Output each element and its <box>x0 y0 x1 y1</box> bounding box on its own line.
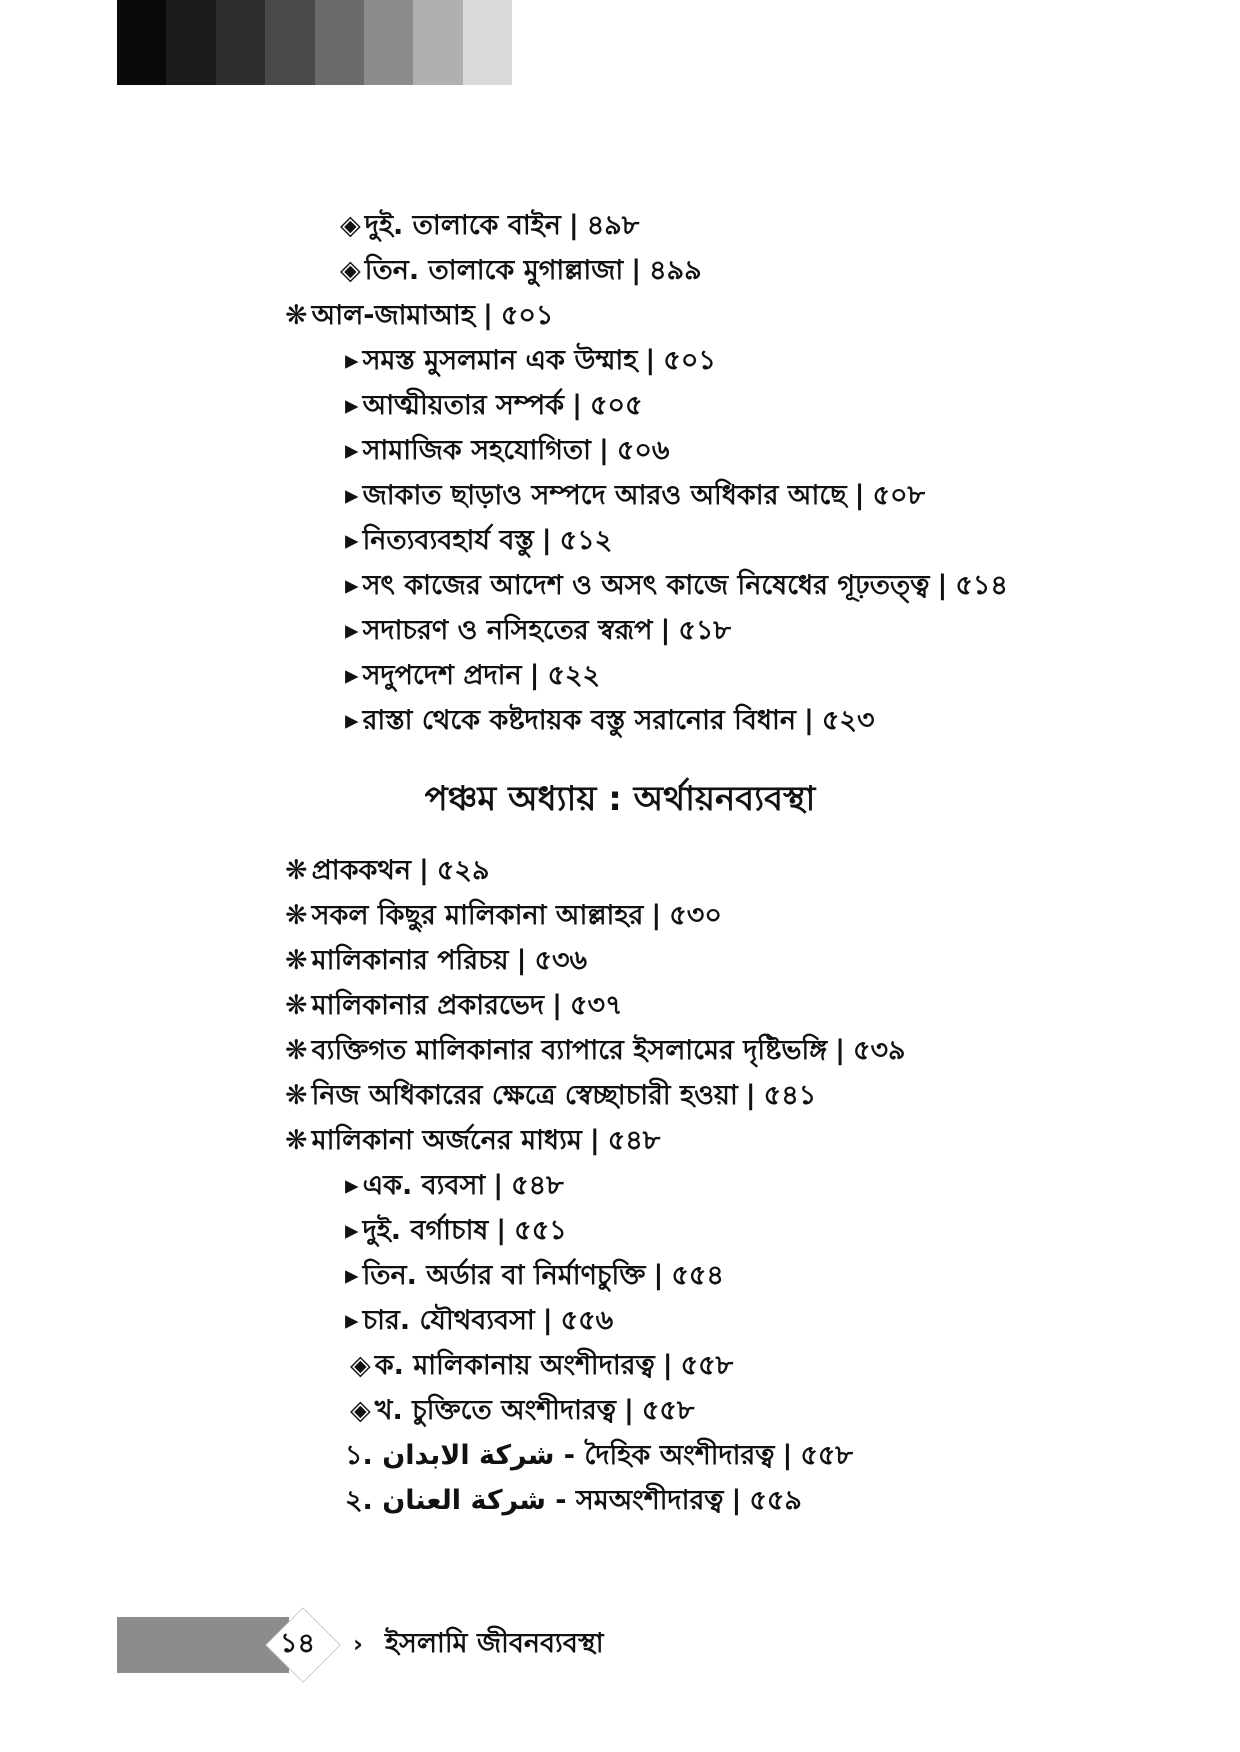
toc-entry-page: ৫৩৯ <box>852 1035 906 1066</box>
triangle-icon: ▸ <box>345 570 359 601</box>
toc-entry-text: তিন. অর্ডার বা নির্মাণচুক্তি <box>362 1260 646 1291</box>
toc-entry: ▸ এক. ব্যবসা | ৫৪৮ <box>345 1168 564 1204</box>
toc-entry: ❋ সকল কিছুর মালিকানা আল্লাহর | ৫৩০ <box>285 898 722 934</box>
toc-entry-text: রাস্তা থেকে কষ্টদায়ক বস্তু সরানোর বিধান <box>362 705 796 736</box>
toc-entry-text: সদুপদেশ প্রদান <box>362 660 522 691</box>
toc-entry-page: ৫১৪ <box>955 570 1008 601</box>
toc-entry: ২. شركة العنان - সমঅংশীদারত্ব | ৫৫৯ <box>345 1485 802 1516</box>
footer-page-number: ১৪ <box>280 1628 316 1659</box>
gray-swatch <box>413 0 462 85</box>
gray-swatch <box>463 0 512 85</box>
toc-entry-text: চার. যৌথব্যবসা <box>362 1305 535 1336</box>
toc-entry-page: ৫৩৬ <box>534 945 588 976</box>
toc-entry-page: ৫৩৭ <box>569 990 623 1021</box>
toc-entry-text: আত্মীয়তার সম্পর্ক <box>362 390 565 421</box>
toc-entry-text: ২. شركة العنان - সমঅংশীদারত্ব <box>345 1485 724 1516</box>
toc-entry-text: তিন. তালাকে মুগাল্লাজা <box>364 255 624 286</box>
asterisk-icon: ❋ <box>285 300 308 331</box>
toc-entry: ◈ ক. মালিকানায় অংশীদারত্ব | ৫৫৮ <box>350 1348 733 1384</box>
toc-entry-page: ৫৫১ <box>514 1215 567 1246</box>
asterisk-icon: ❋ <box>285 1125 308 1156</box>
toc-entry-text: মালিকানা অর্জনের মাধ্যম <box>311 1125 582 1156</box>
asterisk-icon: ❋ <box>285 1080 308 1111</box>
toc-entry-page: ৫৪৮ <box>607 1125 661 1156</box>
toc-entry-page: ৫৪৮ <box>511 1170 564 1201</box>
triangle-icon: ▸ <box>345 480 359 511</box>
asterisk-icon: ❋ <box>285 900 308 931</box>
diamond-icon: ◈ <box>350 1350 371 1381</box>
toc-entry: ❋ আল-জামাআহ | ৫০১ <box>285 298 553 334</box>
toc-entry: ◈ তিন. তালাকে মুগাল্লাজা | ৪৯৯ <box>340 253 702 289</box>
triangle-icon: ▸ <box>345 1215 359 1246</box>
toc-entry: ▸ তিন. অর্ডার বা নির্মাণচুক্তি | ৫৫৪ <box>345 1258 724 1294</box>
toc-entry-page: ৫০১ <box>500 300 554 331</box>
toc-entry: ▸ সামাজিক সহযোগিতা | ৫০৬ <box>345 433 670 469</box>
toc-entry: ❋ প্রাককথন | ৫২৯ <box>285 853 489 889</box>
toc-entry: ▸ সৎ কাজের আদেশ ও অসৎ কাজে নিষেধের গূঢ়তত্ত্ব | ৫১৪ <box>345 568 1008 604</box>
toc-entry-text: ১. شركة الابدان - দৈহিক অংশীদারত্ব <box>345 1440 775 1471</box>
toc-entry-text: সদাচরণ ও নসিহতের স্বরূপ <box>362 615 653 646</box>
toc-entry-page: ৫২২ <box>547 660 601 691</box>
toc-entry-page: ৫১৮ <box>678 615 731 646</box>
asterisk-icon: ❋ <box>285 945 308 976</box>
footer-book-title: ইসলামি জীবনব্যবস্থা <box>385 1628 604 1659</box>
toc-entry-page: ৫০১ <box>663 345 716 376</box>
footer-bar <box>117 1617 289 1673</box>
toc-entry-text: এক. ব্যবসা <box>362 1170 486 1201</box>
toc-entry: ▸ সদুপদেশ প্রদান | ৫২২ <box>345 658 600 694</box>
toc-entry-page: ৫৫৮ <box>641 1395 695 1426</box>
toc-entry-text: ব্যক্তিগত মালিকানার ব্যাপারে ইসলামের দৃষ্টিভঙ্গি <box>311 1035 828 1066</box>
toc-entry-page: ৫৫৬ <box>560 1305 614 1336</box>
gray-swatch <box>315 0 364 85</box>
diamond-icon: ◈ <box>340 210 361 241</box>
chapter-heading: পঞ্চম অধ্যায় : অর্থায়নব্যবস্থা <box>424 779 816 819</box>
toc-entry: ◈ দুই. তালাকে বাইন | ৪৯৮ <box>340 208 639 244</box>
toc-entry: ❋ মালিকানার পরিচয় | ৫৩৬ <box>285 943 587 979</box>
toc-entry-page: ৫০৬ <box>616 435 670 466</box>
toc-entry: ❋ মালিকানা অর্জনের মাধ্যম | ৫৪৮ <box>285 1123 660 1159</box>
chevron-right-icon: › <box>353 1630 363 1658</box>
toc-entry: ◈ খ. চুক্তিতে অংশীদারত্ব | ৫৫৮ <box>350 1393 694 1429</box>
toc-entry-text: সামাজিক সহযোগিতা <box>362 435 591 466</box>
toc-entry: ▸ জাকাত ছাড়াও সম্পদে আরও অধিকার আছে | ৫০৮ <box>345 478 925 514</box>
toc-entry-page: ৫৫৯ <box>749 1485 802 1516</box>
toc-entry-page: ৫০৮ <box>872 480 926 511</box>
toc-entry-text: দুই. তালাকে বাইন <box>364 210 561 241</box>
gray-swatch <box>216 0 265 85</box>
toc-entry: ▸ দুই. বর্গাচাষ | ৫৫১ <box>345 1213 567 1249</box>
toc-entry: ❋ ব্যক্তিগত মালিকানার ব্যাপারে ইসলামের দৃষ্টিভঙ্গি | ৫৩৯ <box>285 1033 906 1069</box>
toc-entry-text: আল-জামাআহ <box>311 300 475 331</box>
triangle-icon: ▸ <box>345 660 359 691</box>
toc-entry-page: ৫০৫ <box>589 390 643 421</box>
toc-entry-text: ক. মালিকানায় অংশীদারত্ব <box>374 1350 655 1381</box>
asterisk-icon: ❋ <box>285 990 308 1021</box>
toc-entry: ▸ আত্মীয়তার সম্পর্ক | ৫০৫ <box>345 388 643 424</box>
gray-swatch <box>364 0 413 85</box>
gray-swatch <box>117 0 166 85</box>
toc-entry-page: ৫৫৪ <box>671 1260 724 1291</box>
toc-entry-text: খ. চুক্তিতে অংশীদারত্ব <box>374 1395 616 1426</box>
toc-entry-text: সকল কিছুর মালিকানা আল্লাহর <box>311 900 644 931</box>
toc-entry-page: ৫৩০ <box>669 900 722 931</box>
toc-entry-page: ৪৯৮ <box>586 210 640 241</box>
toc-entry: ▸ সদাচরণ ও নসিহতের স্বরূপ | ৫১৮ <box>345 613 731 649</box>
triangle-icon: ▸ <box>345 390 359 421</box>
toc-entry-page: ৪৯৯ <box>649 255 702 286</box>
toc-entry: ১. شركة الابدان - দৈহিক অংশীদারত্ব | ৫৫৮ <box>345 1440 853 1471</box>
toc-entry-text: মালিকানার প্রকারভেদ <box>311 990 545 1021</box>
asterisk-icon: ❋ <box>285 855 308 886</box>
toc-entry-text: নিত্যব্যবহার্য বস্তু <box>362 525 534 556</box>
toc-entry-text: মালিকানার পরিচয় <box>311 945 509 976</box>
toc-entry-page: ৫২৩ <box>821 705 875 736</box>
toc-entry: ▸ রাস্তা থেকে কষ্টদায়ক বস্তু সরানোর বিধান | ৫২৩ <box>345 703 875 739</box>
toc-entry-text: জাকাত ছাড়াও সম্পদে আরও অধিকার আছে <box>362 480 847 511</box>
triangle-icon: ▸ <box>345 1170 359 1201</box>
triangle-icon: ▸ <box>345 435 359 466</box>
toc-entry-page: ৫৪১ <box>763 1080 817 1111</box>
toc-entry-text: দুই. বর্গাচাষ <box>362 1215 489 1246</box>
triangle-icon: ▸ <box>345 345 359 376</box>
toc-entry: ▸ নিত্যব্যবহার্য বস্তু | ৫১২ <box>345 523 612 559</box>
asterisk-icon: ❋ <box>285 1035 308 1066</box>
toc-entry-page: ৫১২ <box>559 525 613 556</box>
toc-entry-page: ৫৫৮ <box>680 1350 734 1381</box>
toc-entry: ❋ নিজ অধিকারের ক্ষেত্রে স্বেচ্ছাচারী হওয়া | ৫৪১ <box>285 1078 816 1114</box>
toc-entry: ❋ মালিকানার প্রকারভেদ | ৫৩৭ <box>285 988 623 1024</box>
gray-swatch <box>166 0 215 85</box>
triangle-icon: ▸ <box>345 615 359 646</box>
toc-entry-text: নিজ অধিকারের ক্ষেত্রে স্বেচ্ছাচারী হওয়া <box>311 1080 738 1111</box>
diamond-icon: ◈ <box>350 1395 371 1426</box>
triangle-icon: ▸ <box>345 1305 359 1336</box>
toc-entry-page: ৫২৯ <box>436 855 490 886</box>
grayscale-strip <box>117 0 512 85</box>
toc-entry-text: প্রাককথন <box>311 855 411 886</box>
triangle-icon: ▸ <box>345 705 359 736</box>
triangle-icon: ▸ <box>345 1260 359 1291</box>
triangle-icon: ▸ <box>345 525 359 556</box>
toc-entry-text: সমস্ত মুসলমান এক উম্মাহ <box>362 345 638 376</box>
diamond-icon: ◈ <box>340 255 361 286</box>
toc-entry: ▸ সমস্ত মুসলমান এক উম্মাহ | ৫০১ <box>345 343 716 379</box>
toc-entry-text: সৎ কাজের আদেশ ও অসৎ কাজে নিষেধের গূঢ়তত্ত্ব <box>362 570 930 601</box>
gray-swatch <box>265 0 314 85</box>
toc-entry-page: ৫৫৮ <box>800 1440 853 1471</box>
toc-entry: ▸ চার. যৌথব্যবসা | ৫৫৬ <box>345 1303 613 1339</box>
